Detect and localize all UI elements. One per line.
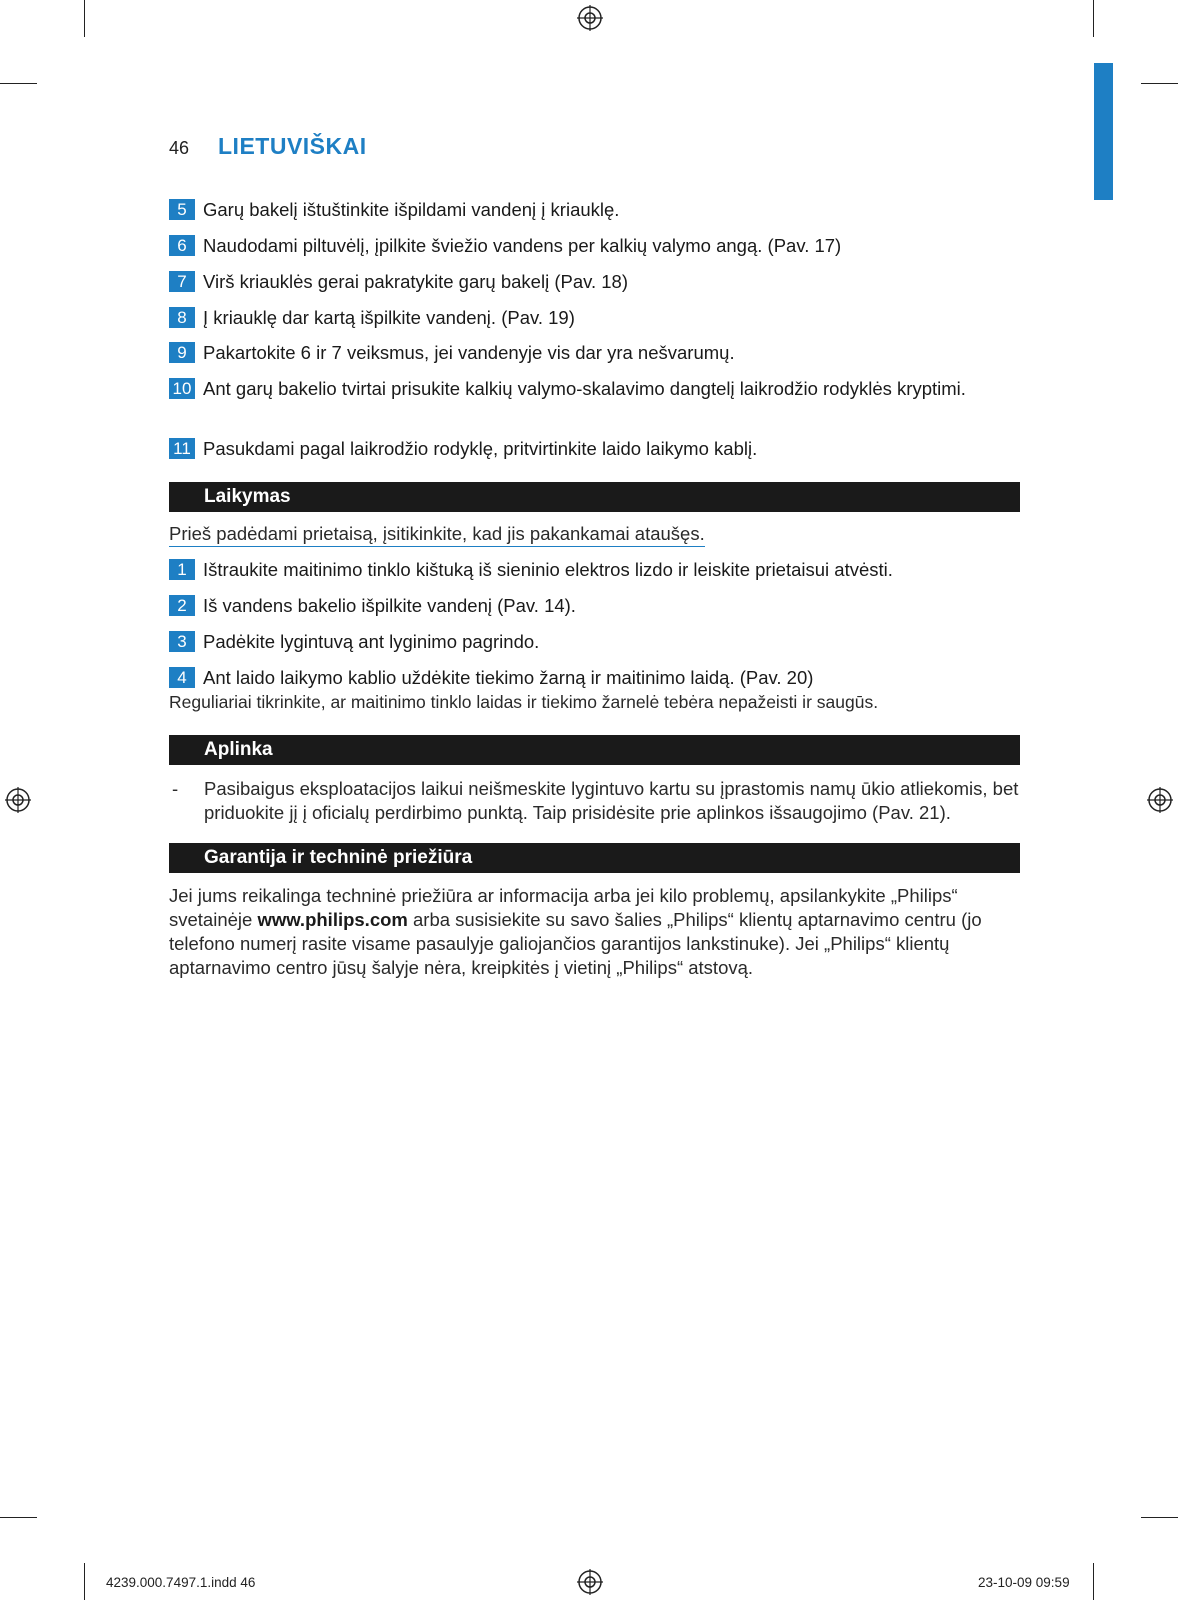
storage-note: Reguliariai tikrinkite, ar maitinimo tinklo laidas ir tiekimo žarnelė tebėra nepažeisti ir saugūs.	[169, 692, 879, 712]
section-heading-bar	[169, 735, 1020, 765]
storage-intro	[169, 522, 1021, 546]
crop-mark	[0, 83, 37, 84]
section-heading: Laikymas	[204, 486, 291, 507]
section-heading-bar	[169, 482, 1020, 512]
crop-mark	[1093, 1563, 1094, 1600]
step-number: 4	[169, 667, 195, 688]
philips-link[interactable]: www.philips.com	[257, 909, 408, 930]
step-number: 5	[169, 199, 195, 220]
list-item	[169, 270, 1029, 294]
registration-mark-icon	[5, 787, 31, 813]
step-text: Iš vandens bakelio išpilkite vandenį (Pav. 14).	[203, 595, 576, 616]
step-text: Virš kriauklės gerai pakratykite garų bakelį (Pav. 18)	[203, 271, 629, 292]
step-text: Pakartokite 6 ir 7 veiksmus, jei vandenyje vis dar yra nešvarumų.	[203, 342, 735, 363]
step-number: 9	[169, 342, 195, 363]
step-number: 11	[169, 438, 195, 459]
step-text: Padėkite lygintuvą ant lyginimo pagrindo.	[203, 631, 540, 652]
step-number: 2	[169, 595, 195, 616]
registration-mark-icon	[577, 1569, 603, 1595]
list-item	[169, 198, 1029, 222]
step-number: 1	[169, 559, 195, 580]
bullet-dash: -	[172, 778, 179, 799]
list-item	[169, 341, 1029, 365]
guarantee-text-before: Jei jums reikalinga techninė priežiūra ar informacija arba jei kilo problemų, apsilankykite „Philips“ svetainėje	[169, 885, 958, 930]
section-heading: Garantija ir techninė priežiūra	[204, 847, 473, 868]
crop-mark	[84, 1563, 85, 1600]
footer-date: 23-10-09 09:59	[978, 1575, 1070, 1590]
page-number: 46	[169, 138, 190, 158]
section-heading: Aplinka	[204, 739, 273, 760]
step-number: 6	[169, 235, 195, 256]
step-text: Pasukdami pagal laikrodžio rodyklę, pritvirtinkite laido laikymo kablį.	[203, 438, 758, 459]
step-number: 7	[169, 271, 195, 292]
crop-mark	[1093, 0, 1094, 37]
step-number: 3	[169, 631, 195, 652]
crop-mark	[84, 0, 85, 37]
step-text: Garų bakelį ištuštinkite išpildami vandenį į kriauklę.	[203, 199, 620, 220]
environment-text: Pasibaigus eksploatacijos laikui neišmeskite lygintuvo kartu su įprastomis namų ūkio atliekomis, bet priduokite jį į oficialų perdirbimo punktą. Taip prisidėsite prie aplinkos išsaugojimo (Pav. 21).	[204, 778, 1019, 823]
list-item	[169, 437, 1029, 461]
list-item	[169, 594, 1029, 618]
list-item	[169, 306, 1029, 330]
step-text: Į kriauklę dar kartą išpilkite vandenį. (Pav. 19)	[203, 307, 575, 328]
guarantee-text-after: arba susisiekite su savo šalies „Philips“ klientų aptarnavimo centru (jo telefono numerį rasite visame pasaulyje galiojančios garantijos lankstinuke). Jei „Philips“ klientų aptarnavimo centro jūsų šalyje nėra, kreipkitės į vietinį „Philips“ atstovą.	[169, 909, 982, 978]
list-item	[169, 630, 1029, 654]
step-text: Ištraukite maitinimo tinklo kištuką iš sieninio elektros lizdo ir leiskite prietaisui atvėsti.	[203, 559, 893, 580]
section-heading-bar	[169, 843, 1020, 873]
crop-mark	[0, 1517, 37, 1518]
step-number: 8	[169, 307, 195, 328]
crop-mark	[1141, 83, 1178, 84]
environment-item	[169, 777, 1021, 825]
crop-mark	[1141, 1517, 1178, 1518]
registration-mark-icon	[577, 5, 603, 31]
page-title: LIETUVIŠKAI	[218, 133, 367, 159]
footer-file-info: 4239.000.7497.1.indd 46	[106, 1575, 256, 1590]
step-number: 10	[169, 378, 195, 399]
step-text: Ant laido laikymo kablio uždėkite tiekimo žarną ir maitinimo laidą. (Pav. 20)	[203, 667, 814, 688]
guarantee-paragraph	[169, 884, 1021, 980]
registration-mark-icon	[1147, 787, 1173, 813]
list-item	[169, 558, 1029, 582]
storage-intro-text: Prieš padėdami prietaisą, įsitikinkite, kad jis pakankamai ataušęs.	[169, 523, 705, 547]
step-text: Ant garų bakelio tvirtai prisukite kalkių valymo-skalavimo dangtelį laikrodžio rodyklės kryptimi.	[203, 378, 966, 399]
language-tab-marker	[1094, 63, 1113, 200]
list-item	[169, 234, 1029, 258]
list-item	[169, 377, 969, 401]
step-text: Naudodami piltuvėlį, įpilkite šviežio vandens per kalkių valymo angą. (Pav. 17)	[203, 235, 842, 256]
list-item	[169, 666, 1029, 690]
